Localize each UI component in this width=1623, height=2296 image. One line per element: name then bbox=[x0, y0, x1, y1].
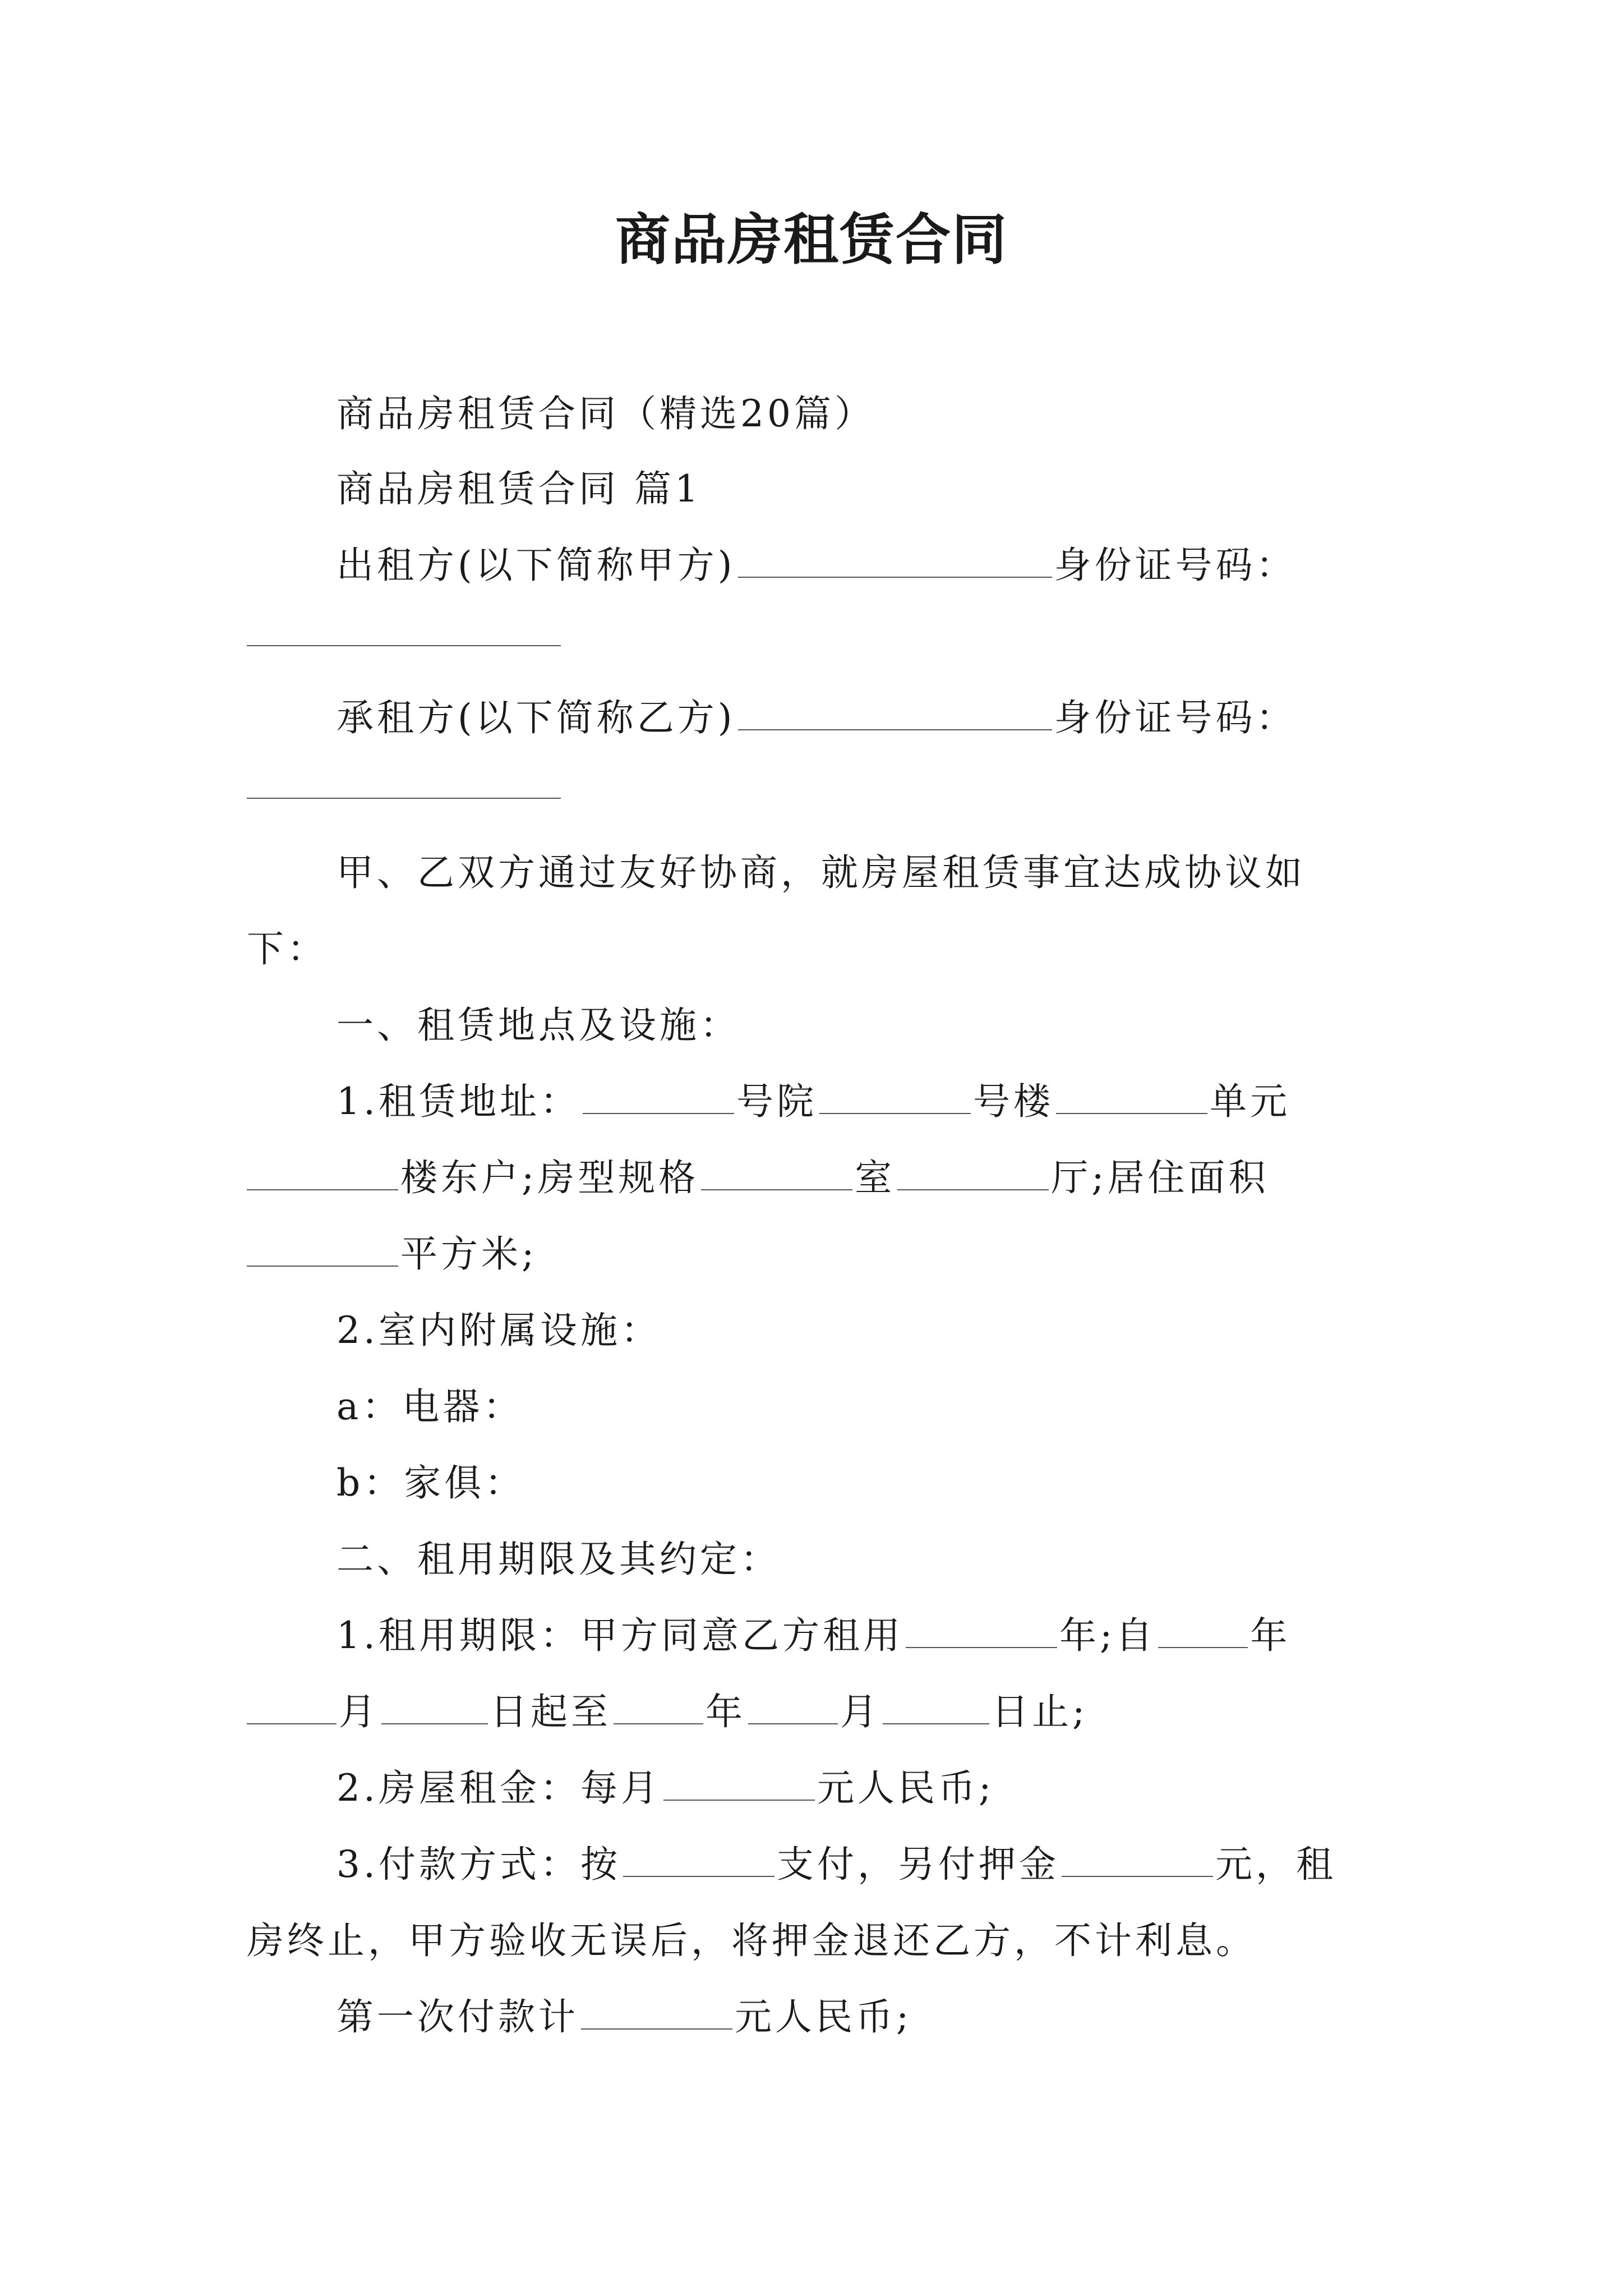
monthly-rent-blank[interactable] bbox=[663, 1768, 815, 1801]
first-payment-line: 第一次付款计 元人民币; bbox=[336, 1995, 912, 2039]
hall-count-blank[interactable] bbox=[897, 1158, 1049, 1190]
lessor-id-label: 身份证号码： bbox=[1054, 544, 1297, 587]
lessee-id-label: 身份证号码： bbox=[1054, 696, 1297, 739]
facilities-item-b: b：家俱： bbox=[336, 1461, 525, 1504]
lessee-id-blank[interactable] bbox=[247, 766, 561, 799]
document-title: 商品房租赁合同 bbox=[615, 208, 1008, 272]
lessor-id-blank[interactable] bbox=[247, 614, 561, 646]
lessor-line bbox=[336, 537, 1297, 593]
area-blank[interactable] bbox=[247, 1234, 398, 1267]
yard-number-blank[interactable] bbox=[583, 1082, 734, 1114]
intro-line-2: 下： bbox=[247, 927, 328, 970]
lessee-id-line bbox=[247, 766, 563, 799]
facilities-heading: 2.室内附属设施： bbox=[336, 1309, 661, 1352]
end-year-blank[interactable] bbox=[614, 1692, 703, 1724]
lessor-id-line bbox=[247, 614, 563, 646]
room-count-blank[interactable] bbox=[701, 1158, 852, 1190]
term-years-blank[interactable] bbox=[906, 1616, 1057, 1648]
floor-blank[interactable] bbox=[247, 1158, 398, 1190]
part-heading: 商品房租赁合同 篇1 bbox=[336, 467, 702, 510]
facilities-item-a: a：电器： bbox=[336, 1385, 524, 1428]
deposit-blank[interactable] bbox=[1062, 1844, 1213, 1877]
document-subtitle: 商品房租赁合同（精选20篇） bbox=[336, 392, 875, 435]
payment-period-blank[interactable] bbox=[623, 1844, 774, 1877]
lessor-name-blank[interactable] bbox=[738, 545, 1052, 578]
lessee-line bbox=[336, 690, 1297, 746]
section2-heading: 二、租用期限及其约定： bbox=[336, 1538, 781, 1581]
rent-line: 2.房屋租金：每月 元人民币; bbox=[336, 1766, 995, 1810]
building-number-blank[interactable] bbox=[819, 1082, 971, 1114]
lessor-label: 出租方(以下简称甲方) bbox=[336, 544, 736, 587]
start-day-blank[interactable] bbox=[381, 1692, 488, 1724]
start-year-blank[interactable] bbox=[1158, 1616, 1248, 1648]
address-line-3: 平方米; bbox=[247, 1226, 537, 1282]
unit-number-blank[interactable] bbox=[1056, 1082, 1207, 1114]
payment-line-1: 3.付款方式：按 支付，另付押金 元，租 bbox=[336, 1843, 1336, 1886]
payment-line-2: 房终止，甲方验收无误后，将押金退还乙方，不计利息。 bbox=[247, 1919, 1256, 1962]
address-line-1: 1.租赁地址： 号院 号楼 单元 bbox=[336, 1080, 1290, 1123]
end-month-blank[interactable] bbox=[748, 1692, 838, 1724]
first-payment-blank[interactable] bbox=[581, 1997, 732, 2030]
lessee-label: 承租方(以下简称乙方) bbox=[336, 696, 736, 739]
term-line-1: 1.租用期限：甲方同意乙方租用 年;自 年 bbox=[336, 1614, 1291, 1657]
intro-line-1: 甲、乙双方通过友好协商，就房屋租赁事宜达成协议如 bbox=[336, 851, 1306, 894]
lessee-name-blank[interactable] bbox=[738, 698, 1052, 730]
start-month-blank[interactable] bbox=[247, 1692, 336, 1724]
address-line-2: 楼东户;房型规格 室 厅;居住面积 bbox=[247, 1150, 1269, 1206]
end-day-blank[interactable] bbox=[883, 1692, 989, 1724]
section1-heading: 一、租赁地点及设施： bbox=[336, 1004, 740, 1047]
term-line-2: 月 日起至 年 月 日止; bbox=[247, 1684, 1088, 1740]
